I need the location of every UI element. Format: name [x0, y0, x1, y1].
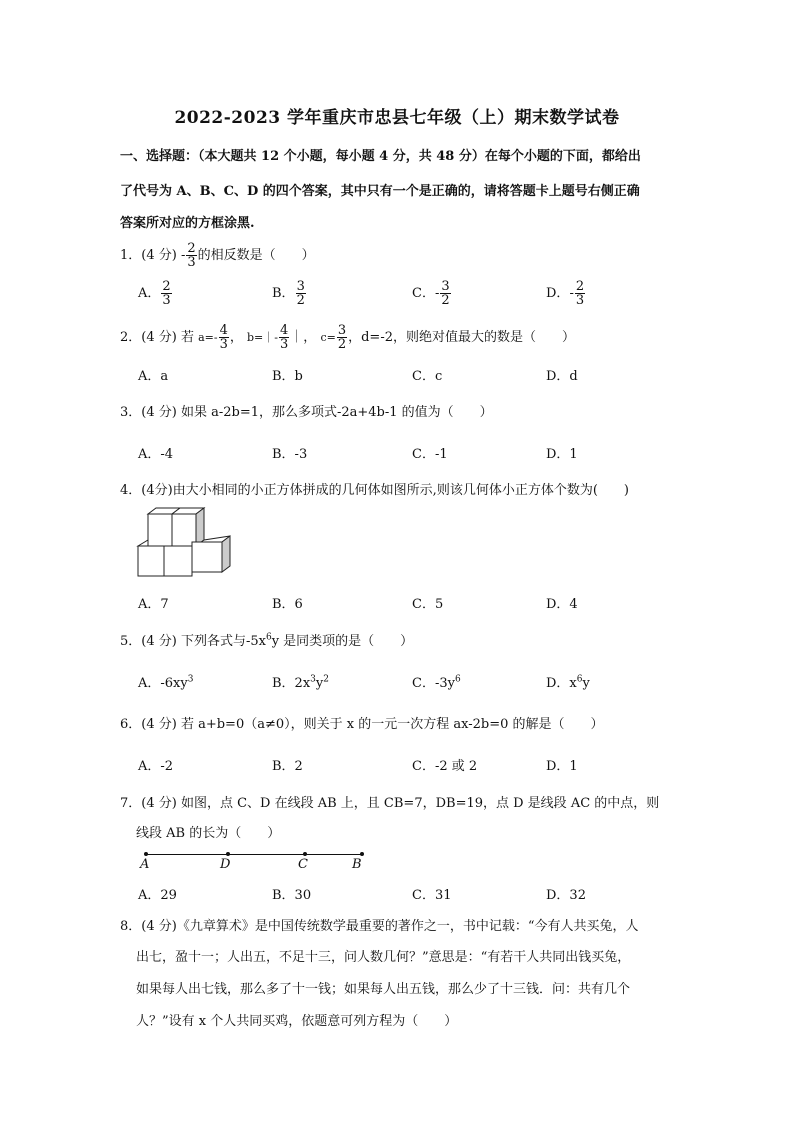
option-letter: B． [272, 286, 295, 301]
cube-figure [136, 506, 236, 580]
option-numerator: 2 [575, 279, 585, 294]
q2-b-label: b=｜- [247, 331, 278, 344]
q2-c-label: c= [320, 331, 336, 344]
q2-a-denominator: 3 [219, 337, 228, 352]
q2-c-denominator: 2 [337, 337, 347, 352]
q2-prefix: 2．(4 分) 若 [120, 330, 194, 345]
option-exponent: 3 [187, 674, 194, 685]
option-sign: - [569, 286, 574, 301]
point-c-dot [303, 852, 307, 856]
q1-suffix: 的相反数是（ ） [197, 248, 315, 263]
q1-stem-sign: - [180, 248, 186, 263]
option-letter: C． [412, 286, 435, 301]
question-6: 6．(4 分) 若 a+b=0（a≠0），则关于 x 的一元一次方程 ax-2b=0 的解是（ ） [120, 717, 604, 732]
option-denominator: 2 [441, 293, 450, 308]
q3-option-b[interactable]: B．-3 [272, 447, 308, 462]
q1-stem-fraction [186, 242, 196, 269]
question-7-line-1: 7．(4 分) 如图，点 C、D 在线段 AB 上，且 CB=7，DB=19，点 D 是线段 AC 的中点，则 [120, 796, 660, 811]
option-numerator: 3 [296, 279, 305, 294]
q2-option-d[interactable]: D．d [546, 369, 578, 384]
q2-tail: ，d=-2，则绝对值最大的数是（ ） [348, 330, 575, 345]
option-base: B．2x [272, 676, 311, 691]
q5-option-c[interactable] [412, 672, 461, 691]
question-8-line-1: 8．(4 分)《九章算术》是中国传统数学最重要的著作之一，书中记载：“今有人共买兔，人 [120, 919, 639, 934]
option-exponent: 6 [454, 674, 461, 685]
q5-option-b[interactable] [272, 672, 329, 691]
q7-option-a[interactable]: A．29 [138, 888, 177, 903]
q5-prefix-exponent: 6 [265, 632, 272, 643]
q6-option-d[interactable]: D．1 [546, 759, 578, 774]
point-d-label: D [220, 857, 231, 872]
option-denominator: 3 [162, 293, 171, 308]
section-intro-line-1: 一、选择题：（本大题共 12 个小题，每小题 4 分，共 48 分）在每个小题的下面，都给出 [120, 149, 641, 164]
question-2: 2．(4 分) 若 a=- $\frac{4}{3}$ ， b=｜- $\frac{4}{3}$ ｜， c= $\frac{3}{2}$ ，d=-2，则绝对值最大的数是（ ） [120, 323, 575, 352]
question-3: 3．(4 分) 如果 a-2b=1，那么多项式-2a+4b-1 的值为（ ） [120, 405, 493, 420]
point-a-dot [144, 852, 148, 856]
q2-option-b[interactable]: B．b [272, 369, 303, 384]
q4-option-d[interactable]: D．4 [546, 597, 578, 612]
q2-b-denominator: 3 [280, 337, 289, 352]
q2-option-a[interactable]: A．a [138, 369, 169, 384]
q7-option-d[interactable]: D．32 [546, 888, 586, 903]
point-d-dot [226, 852, 230, 856]
q5-option-d[interactable] [546, 672, 590, 691]
section-intro-line-3: 答案所对应的方框涂黑. [120, 216, 255, 231]
question-4: 4．(4分)由大小相同的小正方体拼成的几何体如图所示,则该几何体小正方体个数为( ) [120, 483, 629, 498]
option-exponent-2: 2 [323, 674, 329, 685]
question-1 [120, 242, 315, 269]
q7-option-b[interactable]: B．30 [272, 888, 312, 903]
option-base: C．-3y [412, 676, 455, 691]
q1-option-a[interactable] [138, 280, 173, 307]
q5-option-a[interactable] [138, 672, 193, 691]
q6-option-b[interactable]: B．2 [272, 759, 303, 774]
section-intro-line-2: 了代号为 A、B、C、D 的四个答案，其中只有一个是正确的，请将答题卡上题号右侧正确 [120, 184, 640, 199]
q1-stem-denominator: 3 [187, 255, 196, 270]
option-tail: y [315, 676, 324, 691]
option-letter: D． [546, 286, 570, 301]
q7-option-c[interactable]: C．31 [412, 888, 452, 903]
q3-option-c[interactable]: C．-1 [412, 447, 448, 462]
question-7-line-2: 线段 AB 的长为（ ） [136, 826, 281, 841]
option-numerator: 2 [162, 279, 171, 294]
q1-option-d[interactable] [546, 280, 586, 307]
q2-c-fraction [337, 324, 347, 351]
option-numerator: 3 [441, 279, 450, 294]
q1-option-b[interactable] [272, 280, 307, 307]
q1-stem-numerator: 2 [187, 241, 196, 256]
q2-b-numerator: 4 [280, 323, 289, 338]
option-denominator: 2 [296, 293, 305, 308]
q2-c-numerator: 3 [337, 323, 347, 338]
question-8-line-3: 如果每人出七钱，那么多了十一钱；如果每人出五钱，那么少了十三钱．问：共有几个 [136, 982, 631, 997]
q2-option-c[interactable]: C．c [412, 369, 443, 384]
question-8-line-2: 出七，盈十一；人出五，不足十三，问人数几何？”意思是：“有若干人共同出钱买兔， [136, 950, 631, 965]
q4-option-c[interactable]: C．5 [412, 597, 444, 612]
q5-prefix: 5．(4 分) 下列各式与-5x [120, 634, 266, 649]
q2-a-label: a=- [198, 331, 218, 344]
option-exponent: 6 [576, 674, 583, 685]
q5-prefix-tail: y 是同类项的是（ ） [271, 634, 414, 649]
option-base: D．x [546, 676, 577, 691]
option-exponent: 3 [310, 674, 316, 685]
point-a-label: A [140, 857, 150, 872]
option-fraction [440, 280, 450, 307]
option-fraction [161, 280, 171, 307]
option-denominator: 3 [575, 293, 585, 308]
point-b-label: B [352, 857, 362, 872]
point-b-dot [360, 852, 364, 856]
question-8-line-4: 人？”设有 x 个人共同买鸡，依题意可列方程为（ ） [136, 1014, 458, 1029]
q2-a-fraction [219, 324, 229, 351]
question-5 [120, 630, 413, 649]
q6-option-c[interactable]: C．-2 或 2 [412, 759, 478, 774]
q6-option-a[interactable]: A．-2 [138, 759, 174, 774]
q3-option-d[interactable]: D．1 [546, 447, 578, 462]
option-tail: y [582, 676, 590, 691]
q4-option-a[interactable]: A．7 [138, 597, 169, 612]
q2-b-close: ｜， [290, 330, 317, 345]
option-fraction [575, 280, 585, 307]
option-fraction [296, 280, 306, 307]
q4-option-b[interactable]: B．6 [272, 597, 303, 612]
q3-option-a[interactable]: A．-4 [138, 447, 174, 462]
point-c-label: C [298, 857, 308, 872]
page-title: 2022-2023 学年重庆市忠县七年级（上）期末数学试卷 [174, 108, 620, 128]
option-sign: - [434, 286, 440, 301]
q1-prefix: 1．(4 分) [120, 248, 177, 263]
option-letter: A． [138, 286, 161, 301]
option-base: A．-6xy [138, 676, 188, 691]
q2-b-fraction [279, 324, 289, 351]
q1-option-c[interactable] [412, 280, 452, 307]
segment-ab [146, 854, 362, 855]
q2-a-numerator: 4 [219, 323, 228, 338]
